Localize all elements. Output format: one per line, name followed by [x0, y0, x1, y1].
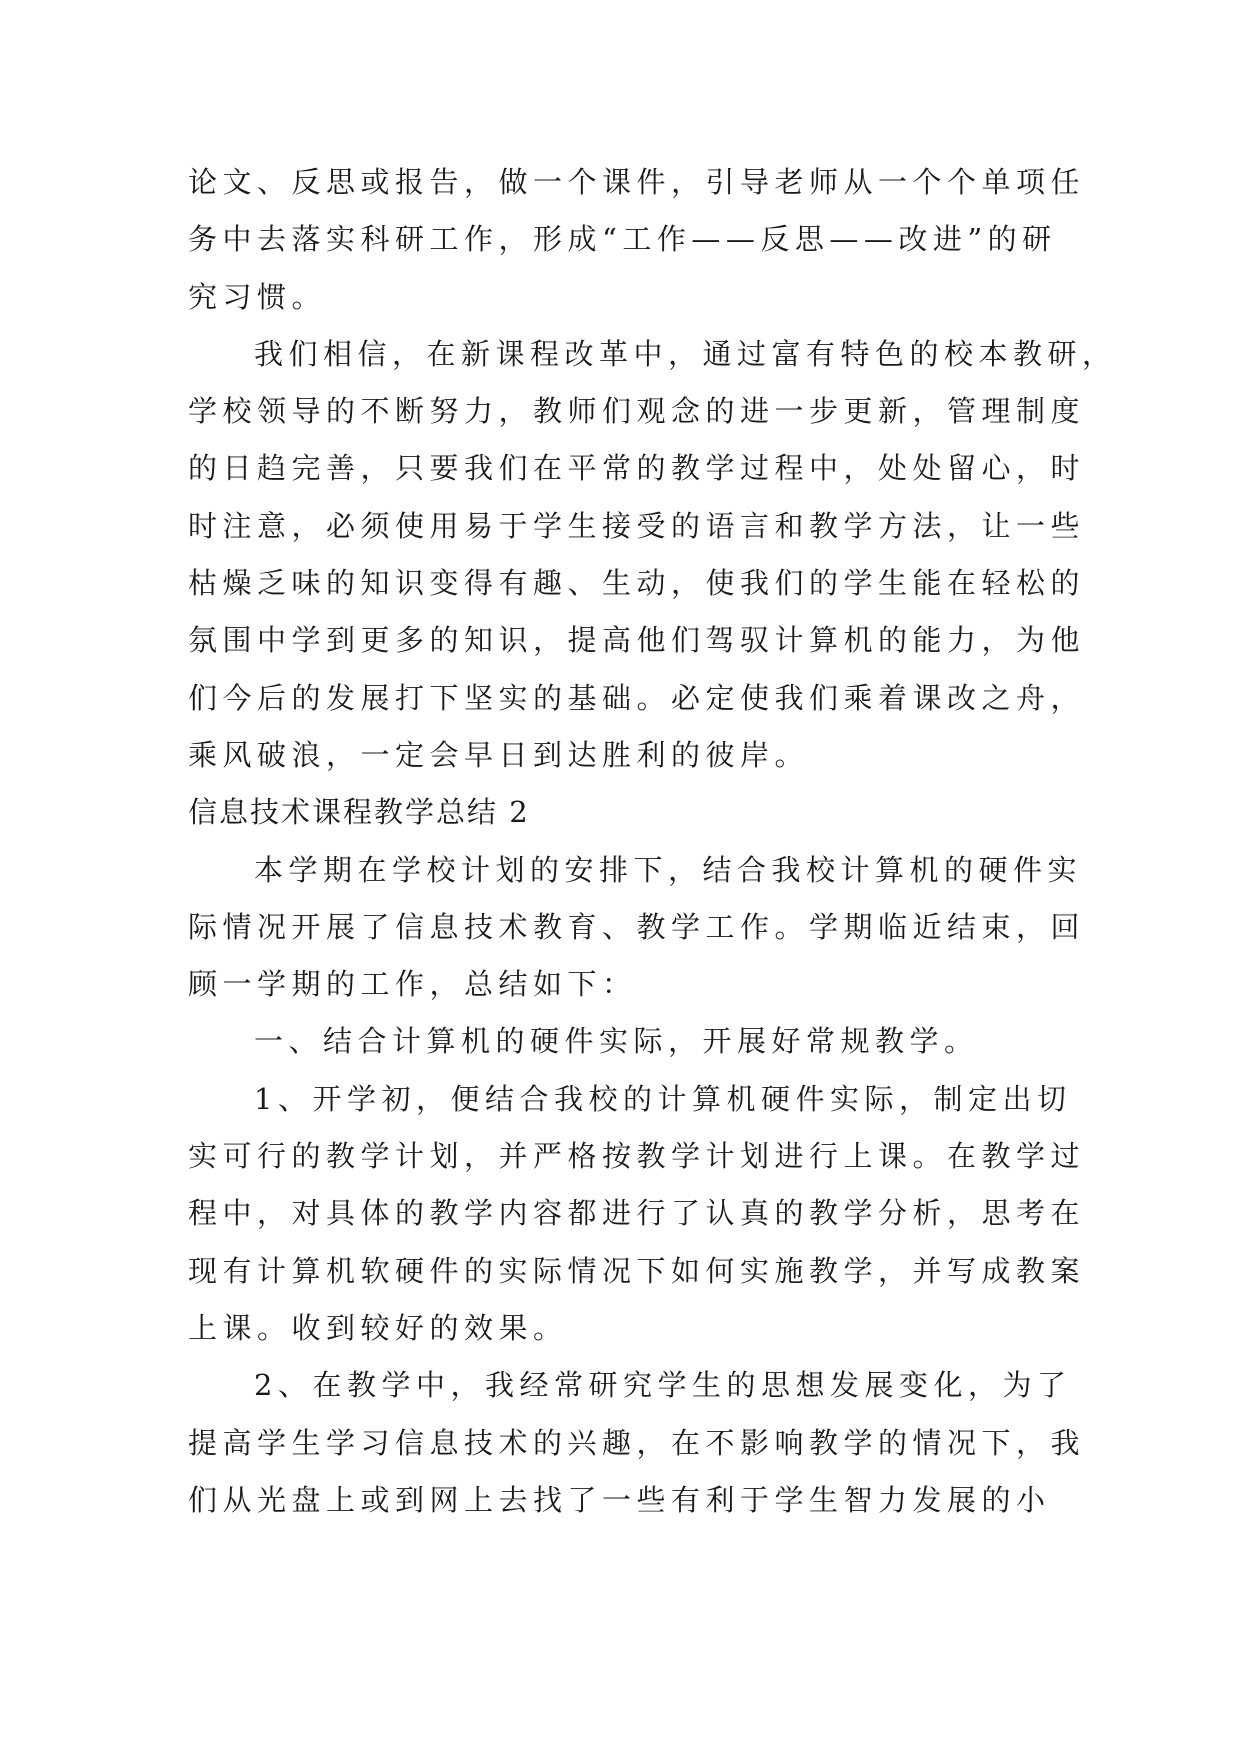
text-line: 际情况开展了信息技术教育、教学工作。学期临近结束，回	[188, 909, 1086, 944]
text-line: 一、结合计算机的硬件实际，开展好常规教学。	[254, 1024, 979, 1059]
paragraph-continuation	[188, 164, 1086, 315]
text-line: 学校领导的不断努力，教师们观念的进一步更新，管理制度	[188, 394, 1086, 429]
text-line: 乘风破浪，一定会早日到达胜利的彼岸。	[188, 737, 810, 772]
paragraph-item-1	[188, 1081, 1086, 1346]
paragraph-intro	[188, 852, 1086, 1003]
text-line: 2、在教学中，我经常研究学生的思想发展变化，为了	[254, 1368, 1072, 1403]
text-line: 务中去落实科研工作，形成“工作——反思——改进”的研	[188, 222, 1057, 257]
text-line: 氛围中学到更多的知识，提高他们驾驭计算机的能力，为他	[188, 623, 1086, 658]
text-line: 们今后的发展打下坚实的基础。必定使我们乘着课改之舟，	[188, 680, 1086, 715]
text-line: 顾一学期的工作，总结如下：	[188, 967, 637, 1002]
paragraph-item-2	[188, 1367, 1086, 1518]
text-line: 本学期在学校计划的安排下，结合我校计算机的硬件实	[254, 852, 1083, 887]
text-line: 我们相信，在新课程改革中，通过富有特色的校本教研，	[254, 336, 1117, 371]
paragraph-conclusion	[188, 336, 1117, 773]
text-line: 上课。收到较好的效果。	[188, 1310, 568, 1345]
text-line: 现有计算机软硬件的实际情况下如何实施教学，并写成教案	[188, 1253, 1086, 1288]
text-line: 1、开学初，便结合我校的计算机硬件实际，制定出切	[254, 1081, 1072, 1116]
heading-text: 信息技术课程教学总结 2	[188, 795, 530, 830]
document-page	[188, 164, 1117, 1539]
paragraph-section-title	[188, 1023, 1056, 1059]
text-line: 究习惯。	[188, 279, 327, 314]
text-line: 实可行的教学计划，并严格按教学计划进行上课。在教学过	[188, 1139, 1086, 1174]
text-line: 时注意，必须使用易于学生接受的语言和教学方法，让一些	[188, 508, 1086, 543]
text-line: 论文、反思或报告，做一个课件，引导老师从一个个单项任	[188, 165, 1086, 199]
text-line: 提高学生学习信息技术的兴趣，在不影响教学的情况下，我	[188, 1425, 1086, 1460]
text-line: 们从光盘上或到网上去找了一些有利于学生智力发展的小	[188, 1482, 1051, 1517]
text-line: 枯燥乏味的知识变得有趣、生动，使我们的学生能在轻松的	[188, 566, 1086, 601]
text-line: 程中，对具体的教学内容都进行了认真的教学分析，思考在	[188, 1196, 1086, 1231]
text-line: 的日趋完善，只要我们在平常的教学过程中，处处留心，时	[188, 451, 1086, 486]
section-heading	[188, 794, 1056, 830]
